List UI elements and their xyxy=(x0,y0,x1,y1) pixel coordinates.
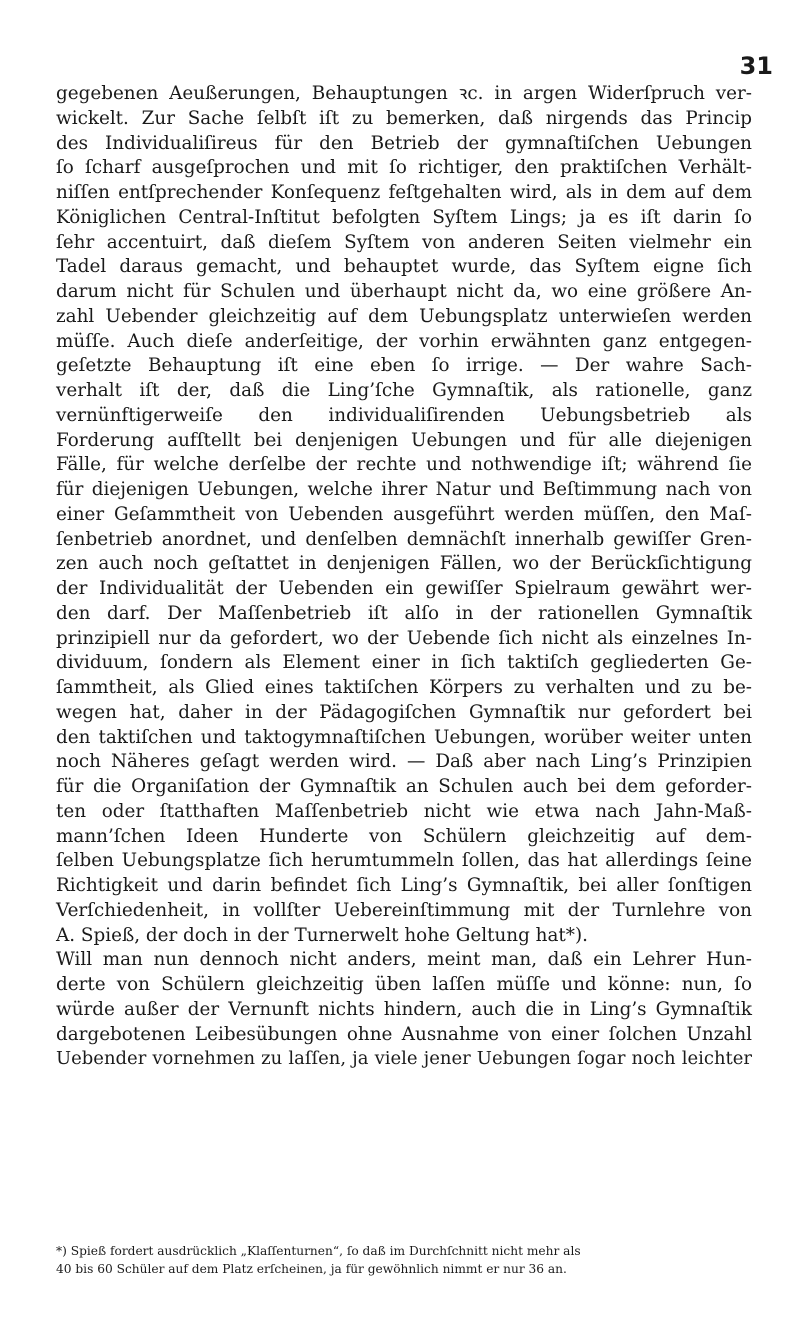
text-line: Fälle, für welche derſelbe der rechte und nothwendige iſt; während ſie xyxy=(56,454,752,476)
footnote-line: 40 bis 60 Schüler auf dem Platz erſcheinen, ja für gewöhnlich nimmt er nur 36 an. xyxy=(56,1262,567,1276)
text-line: A. Spieß, der doch in der Turnerwelt hohe Geltung hat*). xyxy=(56,924,588,946)
text-line: ten oder ſtatthaften Maſſenbetrieb nicht wie etwa nach Jahn-Maß- xyxy=(56,800,752,822)
text-line: geſetzte Behauptung iſt eine eben ſo irrige. — Der wahre Sach- xyxy=(56,355,752,377)
footnote xyxy=(56,1242,752,1278)
text-line: Königlichen Central-Inſtitut befolgten Syſtem Lings; ja es iſt darin ſo xyxy=(56,206,752,228)
text-line: prinzipiell nur da gefordert, wo der Uebende ſich nicht als einzelnes In- xyxy=(56,627,752,649)
text-line: wickelt. Zur Sache ſelbſt iſt zu bemerken, daß nirgends das Princip xyxy=(56,107,752,129)
text-line: gegebenen Aeußerungen, Behauptungen ꝛc. in argen Widerſpruch ver- xyxy=(56,83,752,104)
text-line: Uebender vornehmen zu laſſen, ja viele jener Uebungen ſogar noch leichter xyxy=(56,1048,752,1070)
text-line: Tadel daraus gemacht, und behauptet wurde, das Syſtem eigne ſich xyxy=(56,256,752,278)
text-line: ſo ſcharf ausgeſprochen und mit ſo richtiger, den praktiſchen Verhält- xyxy=(56,157,752,179)
text-line: würde außer der Vernunft nichts hindern, auch die in Ling’s Gymnaſtik xyxy=(56,998,752,1020)
text-line: dividuum, ſondern als Element einer in ſich taktiſch gegliederten Ge- xyxy=(56,652,752,674)
text-line: für die Organiſation der Gymnaſtik an Schulen auch bei dem geforder- xyxy=(56,776,752,797)
text-line: einer Geſammtheit von Uebenden ausgeführt werden müſſen, den Maſ- xyxy=(56,503,752,525)
text-line: ſenbetrieb anordnet, und denſelben demnächſt innerhalb gewiſſer Gren- xyxy=(56,528,752,550)
text-line: Richtigkeit und darin befindet ſich Ling’s Gymnaſtik, bei aller ſonſtigen xyxy=(56,875,752,896)
text-line: wegen hat, daher in der Pädagogiſchen Gymnaſtik nur gefordert bei xyxy=(56,701,752,723)
text-line: niſſen entſprechender Konſequenz feſtgehalten wird, als in dem auf dem xyxy=(56,182,752,203)
footnote-line: *) Spieß fordert ausdrücklich „Klaſſenturnen“, ſo daß im Durchſchnitt nicht mehr als xyxy=(56,1244,581,1258)
text-line: vernünftigerweiſe den individualiſirenden Uebungsbetrieb als xyxy=(56,404,752,426)
text-line: ſammtheit, als Glied eines taktiſchen Körpers zu verhalten und zu be- xyxy=(56,677,752,698)
text-line: für diejenigen Uebungen, welche ihrer Natur und Beſtimmung nach von xyxy=(56,479,752,500)
text-line: müſſe. Auch dieſe anderſeitige, der vorhin erwähnten ganz entgegen- xyxy=(56,330,752,352)
text-line: Will man nun dennoch nicht anders, meint man, daß ein Lehrer Hun- xyxy=(56,949,752,971)
text-line: dargebotenen Leibesübungen ohne Ausnahme von einer ſolchen Unzahl xyxy=(56,1023,752,1045)
page-number: 31 xyxy=(739,52,773,80)
text-line: noch Näheres geſagt werden wird. — Daß aber nach Ling’s Prinzipien xyxy=(56,751,752,773)
text-line: derte von Schülern gleichzeitig üben laſſen müſſe und könne: nun, ſo xyxy=(56,974,752,995)
body-text xyxy=(56,82,752,1072)
text-line: den darf. Der Maſſenbetrieb iſt alſo in der rationellen Gymnaſtik xyxy=(56,602,752,624)
text-line: des Individualiſireus für den Betrieb der gymnaſtiſchen Uebungen xyxy=(56,132,752,154)
text-line: verhalt iſt der, daß die Ling’ſche Gymnaſtik, als rationelle, ganz xyxy=(56,380,752,401)
text-line: Verſchiedenheit, in vollſter Uebereinſtimmung mit der Turnlehre von xyxy=(56,899,752,921)
text-line: zen auch noch geſtattet in denjenigen Fällen, wo der Berückſichtigung xyxy=(56,553,752,575)
text-line: ſelben Uebungsplatze ſich herumtummeln ſollen, das hat allerdings ſeine xyxy=(56,850,752,872)
text-line: ſehr accentuirt, daß dieſem Syſtem von anderen Seiten vielmehr ein xyxy=(56,231,752,253)
text-line: mann’ſchen Ideen Hunderte von Schülern gleichzeitig auf dem- xyxy=(56,825,752,847)
text-line: zahl Uebender gleichzeitig auf dem Uebungsplatz unterwieſen werden xyxy=(56,305,752,327)
text-line: darum nicht für Schulen und überhaupt nicht da, wo eine größere An- xyxy=(56,281,752,302)
text-line: den taktiſchen und taktogymnaſtiſchen Uebungen, worüber weiter unten xyxy=(56,726,752,748)
text-line: der Individualität der Uebenden ein gewiſſer Spielraum gewährt wer- xyxy=(56,578,752,599)
text-line: Forderung aufſtellt bei denjenigen Uebungen und für alle diejenigen xyxy=(56,429,752,451)
